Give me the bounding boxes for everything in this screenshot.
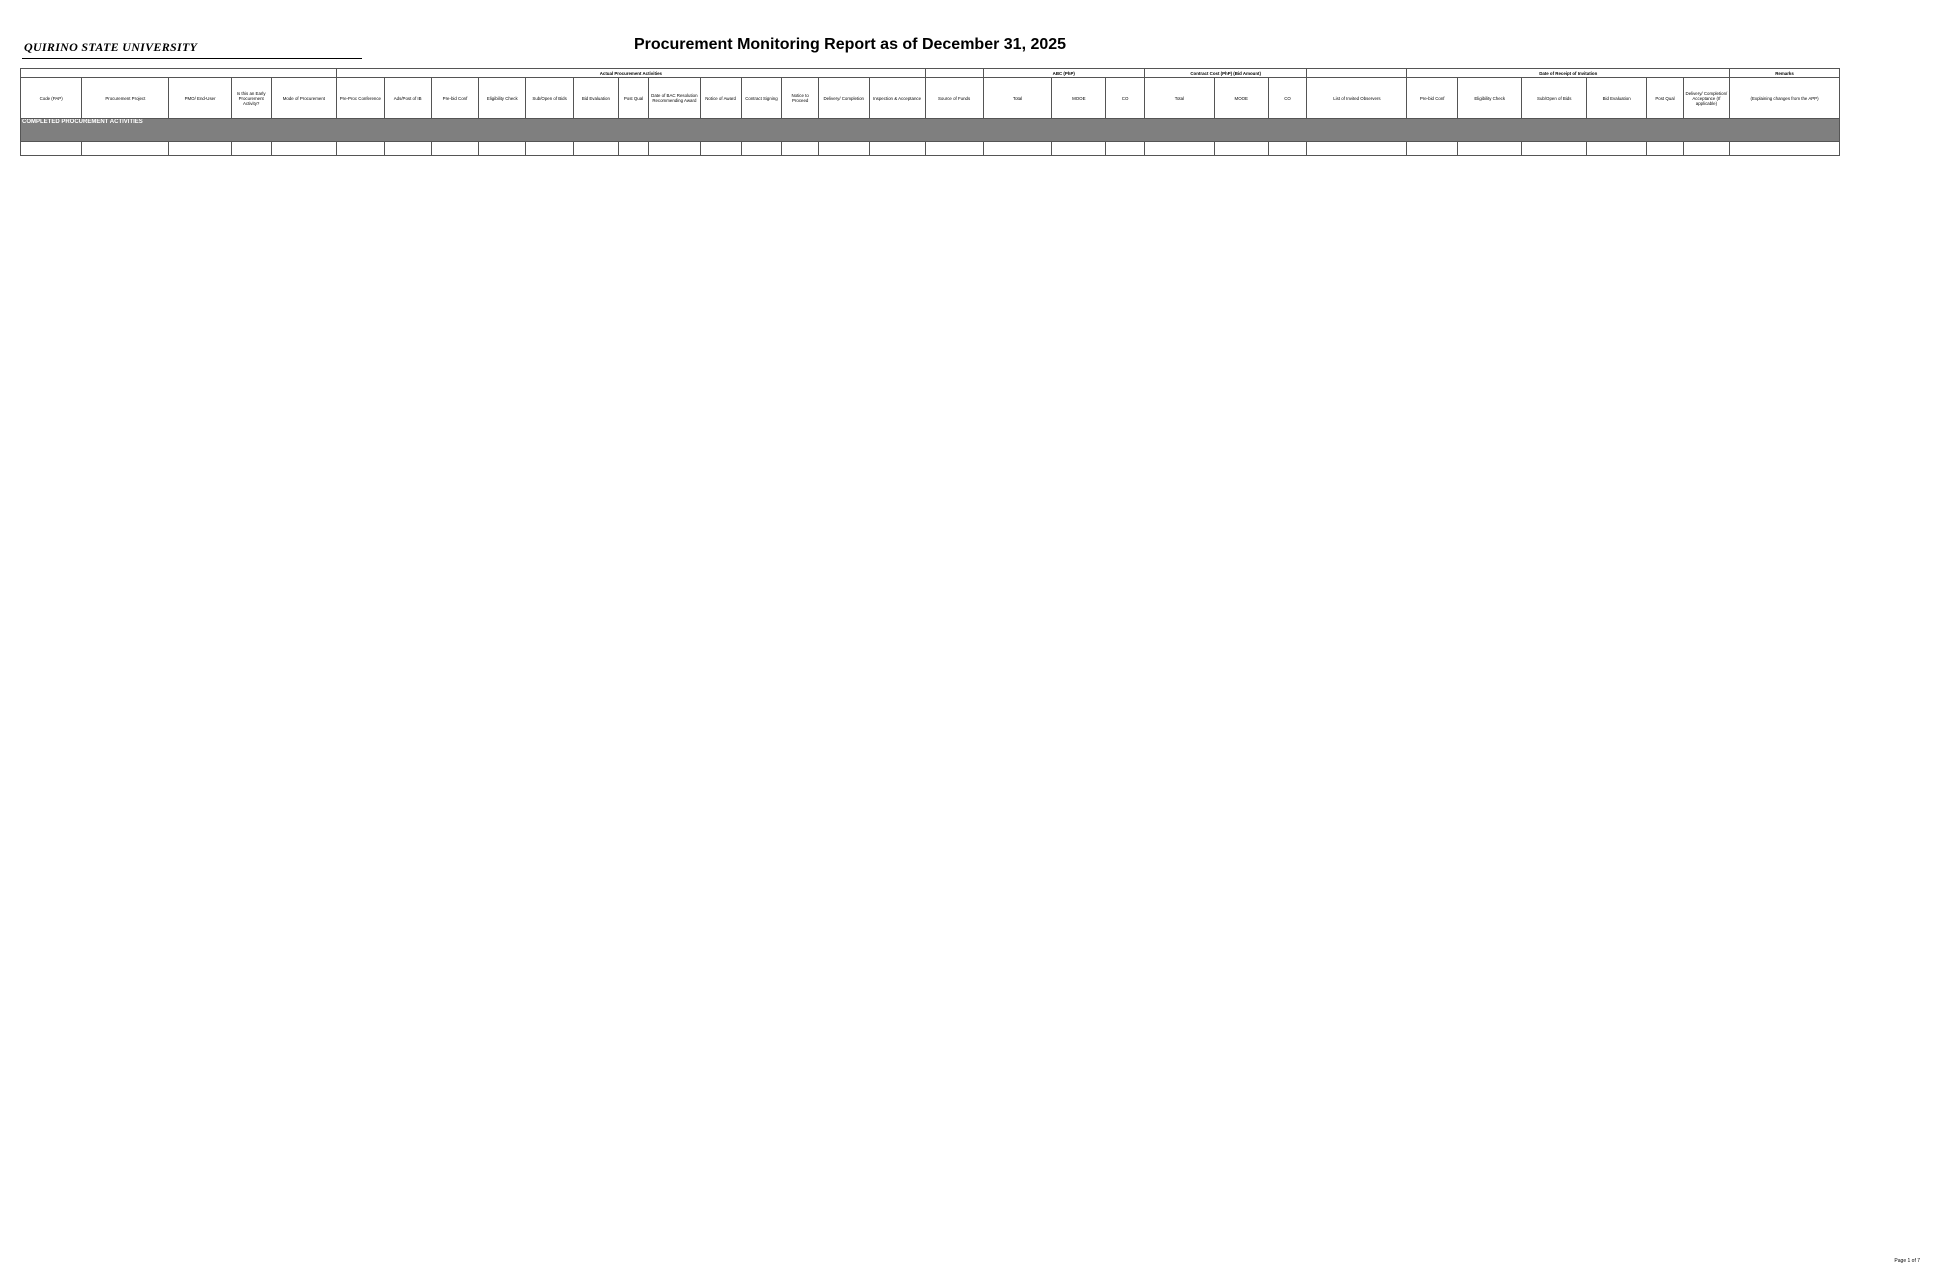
group-actual: Actual Procurement Activities [337,69,925,78]
column-header: Mode of Procurement [271,78,337,119]
column-header: Bid Evaluation [1587,78,1647,119]
table-cell [1457,142,1522,156]
table-cell [431,142,478,156]
column-header: Pre-bid Conf [1407,78,1458,119]
table-cell [741,142,782,156]
table-cell [82,142,169,156]
group-abc: ABC (PhP) [983,69,1144,78]
procurement-table [20,68,1840,156]
column-header: CO [1106,78,1145,119]
column-header: PMO/ End-User [169,78,231,119]
table-cell [1587,142,1647,156]
blank-group [21,69,337,78]
table-cell [1268,142,1307,156]
column-header: Is this an Early Procurement Activity? [231,78,271,119]
table-cell [1144,142,1214,156]
table-cell [271,142,337,156]
university-name: QUIRINO STATE UNIVERSITY [24,40,198,54]
table-cell [479,142,526,156]
column-header: List of Invited Observers [1307,78,1407,119]
procurement-sheet [20,68,1840,1258]
university-underline [22,58,362,59]
table-cell [526,142,573,156]
column-header: Delivery/ Completion/ Acceptance (If applicable) [1683,78,1729,119]
column-header: MOOE [1214,78,1268,119]
group-blank-observers [1307,69,1407,78]
table-cell [384,142,431,156]
table-cell [1106,142,1145,156]
column-header: Eligibility Check [1457,78,1522,119]
group-contract: Contract Cost (PhP) (Bid Amount) [1144,69,1306,78]
table-cell [925,142,983,156]
column-header: Ads/Post of IB [384,78,431,119]
section-label: COMPLETED PROCUREMENT ACTIVITIES [22,119,143,125]
column-header: Post Qual [618,78,648,119]
table-cell [869,142,925,156]
column-header: Procurement Project [82,78,169,119]
table-cell [1683,142,1729,156]
table-cell [169,142,231,156]
column-header: Date of BAC Resolution Recommending Award [649,78,701,119]
table-cell [231,142,271,156]
table-cell [649,142,701,156]
table-cell [1730,142,1840,156]
column-header: Delivery/ Completion [818,78,869,119]
column-header: Code (PAP) [21,78,82,119]
section-completed [21,119,1840,142]
column-header: Notice of Award [700,78,741,119]
table-cell [21,142,82,156]
column-header: MOOE [1052,78,1106,119]
page-number: Page 1 of 7 [1894,1258,1920,1264]
table-cell [1214,142,1268,156]
column-header: Eligibility Check [479,78,526,119]
table-cell [1522,142,1587,156]
group-blank-funds [925,69,983,78]
group-remarks: Remarks [1730,69,1840,78]
column-header: Notice to Proceed [782,78,819,119]
column-header: (Explaining changes from the APP) [1730,78,1840,119]
column-header: Sub/Open of Bids [526,78,573,119]
column-header: Source of Funds [925,78,983,119]
report-title: Procurement Monitoring Report as of December 31, 2025 [633,36,1067,53]
column-header: Inspection & Acceptance [869,78,925,119]
table-cell [1052,142,1106,156]
column-header: CO [1268,78,1307,119]
column-header: Total [1144,78,1214,119]
column-header: Contract Signing [741,78,782,119]
table-cell [573,142,618,156]
column-header: Pre-bid Conf [431,78,478,119]
column-header: Pre-Proc Conference [337,78,384,119]
group-receipt: Date of Receipt of Invitation [1407,69,1730,78]
table-cell [818,142,869,156]
table-cell [983,142,1052,156]
table-cell [1647,142,1684,156]
column-header: Sub/Open of Bids [1522,78,1587,119]
table-cell [1307,142,1407,156]
table-cell [618,142,648,156]
column-header: Total [983,78,1052,119]
column-header: Bid Evaluation [573,78,618,119]
column-header: Post Qual [1647,78,1684,119]
table-cell [1407,142,1458,156]
table-cell [337,142,384,156]
table-cell [782,142,819,156]
table-row [21,142,1840,156]
table-cell [700,142,741,156]
